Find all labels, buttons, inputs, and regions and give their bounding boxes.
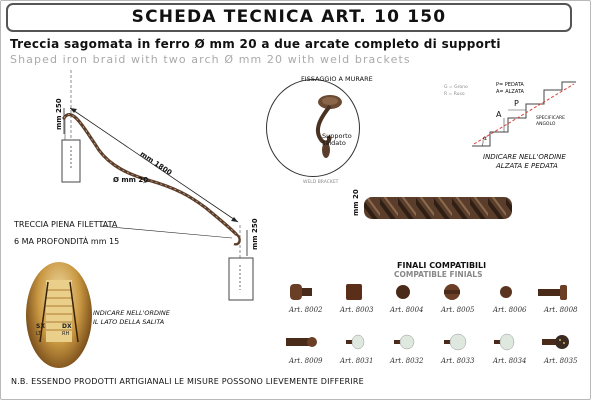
subtitle-italian: Treccia sagomata in ferro Ø mm 20 a due arcate completo di supporti [10, 37, 501, 51]
bracket-image [300, 92, 350, 162]
finial-label-8031: Art. 8031 [340, 357, 374, 365]
note-line-2: 6 MA PROFONDITÀ mm 15 [14, 237, 120, 246]
dim-diameter: Ø mm 20 [113, 176, 149, 184]
finial-label-8034: Art. 8034 [493, 357, 527, 365]
finial-8008-icon [538, 285, 567, 300]
finial-8006-icon [500, 286, 512, 298]
label-angle: SPECIFICARE ANGOLO [536, 116, 565, 127]
finial-label-8035: Art. 8035 [544, 357, 578, 365]
dim-250-top: mm 250 [55, 98, 63, 130]
finial-8009-icon [286, 337, 317, 347]
footer-note: N.B. ESSENDO PRODOTTI ARTIGIANALI LE MISURE POSSONO LIEVEMENTE DIFFERIRE [11, 377, 364, 386]
finials-row-1-images [280, 278, 580, 308]
finial-8034-icon [494, 334, 514, 350]
photo-dx: DX [62, 323, 72, 330]
finial-label-8003: Art. 8003 [340, 306, 374, 314]
finial-label-8008: Art. 8008 [544, 306, 578, 314]
braid-sample [362, 194, 514, 222]
note-line-1: TRECCIA PIENA FILETTATA [14, 220, 118, 229]
subtitle-english: Shaped iron braid with two arch Ø mm 20 with weld brackets [10, 53, 411, 66]
finials-heading-en: COMPATIBLE FINIALS [394, 270, 483, 279]
finial-label-8033: Art. 8033 [441, 357, 475, 365]
finial-8031-icon [346, 335, 364, 349]
page-title: SCHEDA TECNICA ART. 10 150 [6, 3, 572, 32]
finial-label-8002: Art. 8002 [289, 306, 323, 314]
finial-8002-icon [290, 284, 312, 300]
photo-lt: LT [36, 331, 42, 337]
finial-8032-icon [394, 335, 414, 349]
finial-8033-icon [444, 334, 466, 350]
finial-label-8032: Art. 8032 [390, 357, 424, 365]
photo-caption-line-2: IL LATO DELLA SALITA [93, 318, 165, 326]
finials-heading-it: FINALI COMPATIBILI [397, 261, 487, 270]
bracket-label-bottom: WELD BRACKET [303, 180, 339, 185]
legend-g: G = Grono [444, 85, 468, 90]
stairs-caption-line-1: INDICARE NELL'ORDINE [483, 153, 566, 161]
legend-a: A= ALZATA [496, 89, 524, 95]
legend-r: R = Ruso [444, 92, 465, 97]
braid-dim: mm 20 [352, 189, 360, 216]
finial-label-8006: Art. 8006 [493, 306, 527, 314]
photo-caption-line-1: INDICARE NELL'ORDINE [93, 309, 170, 317]
finial-8004-icon [396, 285, 410, 299]
stair-photo [26, 262, 92, 368]
finial-label-8005: Art. 8005 [441, 306, 475, 314]
finials-row-2-images [280, 328, 580, 358]
finial-8035-icon [542, 335, 569, 349]
handrail-braid [64, 115, 236, 234]
label-a: A [496, 110, 502, 119]
dim-1800: mm 1800 [138, 150, 174, 178]
legend-p: P= PEDATA [496, 82, 524, 88]
finial-label-8009: Art. 8009 [289, 357, 323, 365]
bracket-label-support: Supporto saldato [322, 132, 352, 147]
bracket-label-top: FISSAGGIO A MURARE [301, 75, 373, 83]
photo-rh: RH [62, 331, 70, 337]
finial-8005-icon [444, 284, 460, 300]
stairs-caption-line-2: ALZATA E PEDATA [496, 162, 558, 170]
photo-sx: SX [36, 323, 45, 330]
finial-label-8004: Art. 8004 [390, 306, 424, 314]
lower-post [229, 258, 253, 300]
label-p: P [514, 99, 519, 108]
label-alpha: α [483, 135, 487, 142]
dim-250-bottom: mm 250 [251, 218, 259, 250]
finial-8003-icon [346, 284, 362, 300]
